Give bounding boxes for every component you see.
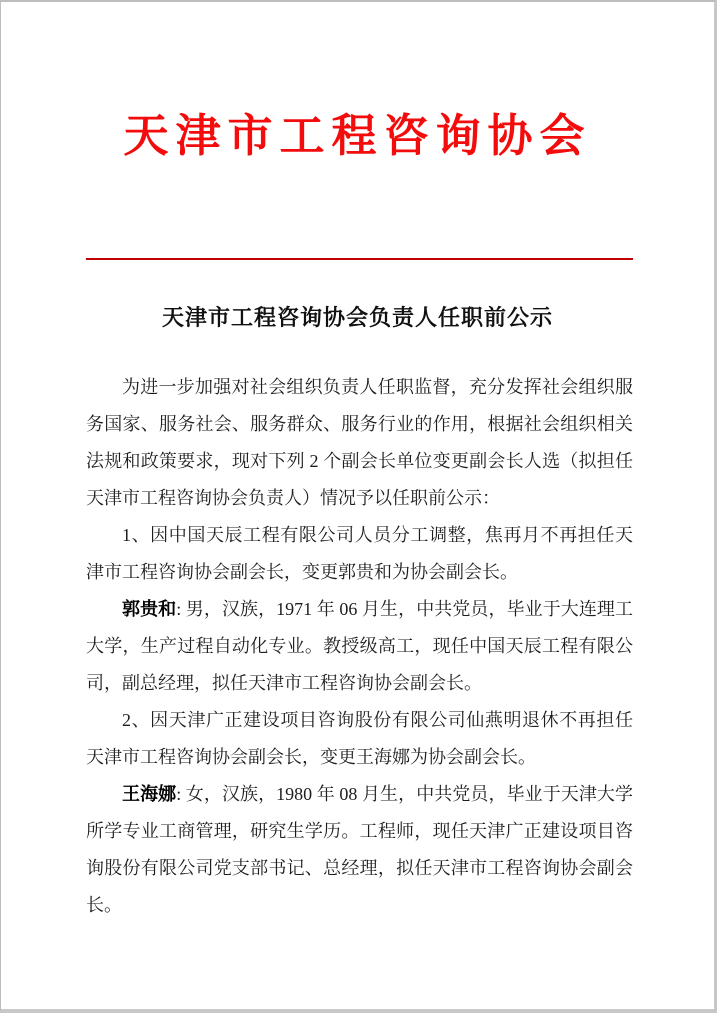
red-divider-line [86,258,633,260]
paragraph-change-item-2-text: 2、因天津广正建设项目咨询股份有限公司仙燕明退休不再担任天津市工程咨询协会副会长，变更王海娜为协会副会长。 [86,710,633,767]
paragraph-change-item-2 [86,702,633,776]
paragraph-bio-guo-guihe-text: : 男，汉族，1971 年 06 月生，中共党员，毕业于大连理工大学，生产过程自动化专业。教授级高工，现任中国天辰工程有限公司，副总经理，拟任天津市工程咨询协会副会长。 [86,599,634,693]
paragraph-bio-wang-haina-text: : 女，汉族，1980 年 08 月生，中共党员，毕业于天津大学所学专业工商管理，研究生学历。工程师，现任天津广正建设项目咨询股份有限公司党支部书记、总经理，拟任天津市工程咨询协会副会长。 [86,784,634,915]
paragraph-intro-text: 为进一步加强对社会组织负责人任职监督，充分发挥社会组织服务国家、服务社会、服务群众、服务行业的作用，根据社会组织相关法规和政策要求，现对下列 2 个副会长单位变更副会长人选（拟担任天津市工程咨询协会负责人）情况予以任职前公示： [86,377,633,508]
paragraph-change-item-1 [86,517,633,591]
paragraph-change-item-1-text: 1、因中国天辰工程有限公司人员分工调整，焦再月不再担任天津市工程咨询协会副会长，变更郭贵和为协会副会长。 [86,525,633,582]
paragraph-bio-wang-haina [86,776,633,924]
document-title: 天津市工程咨询协会负责人任职前公示 [161,305,553,330]
person-name-guo-guihe: 郭贵和 [122,599,177,619]
paragraph-intro [86,369,633,517]
person-name-wang-haina: 王海娜 [122,784,177,804]
letterhead-title: 天津市工程咨询协会 [123,109,592,162]
document-body [86,369,633,924]
paragraph-bio-guo-guihe [86,591,633,702]
